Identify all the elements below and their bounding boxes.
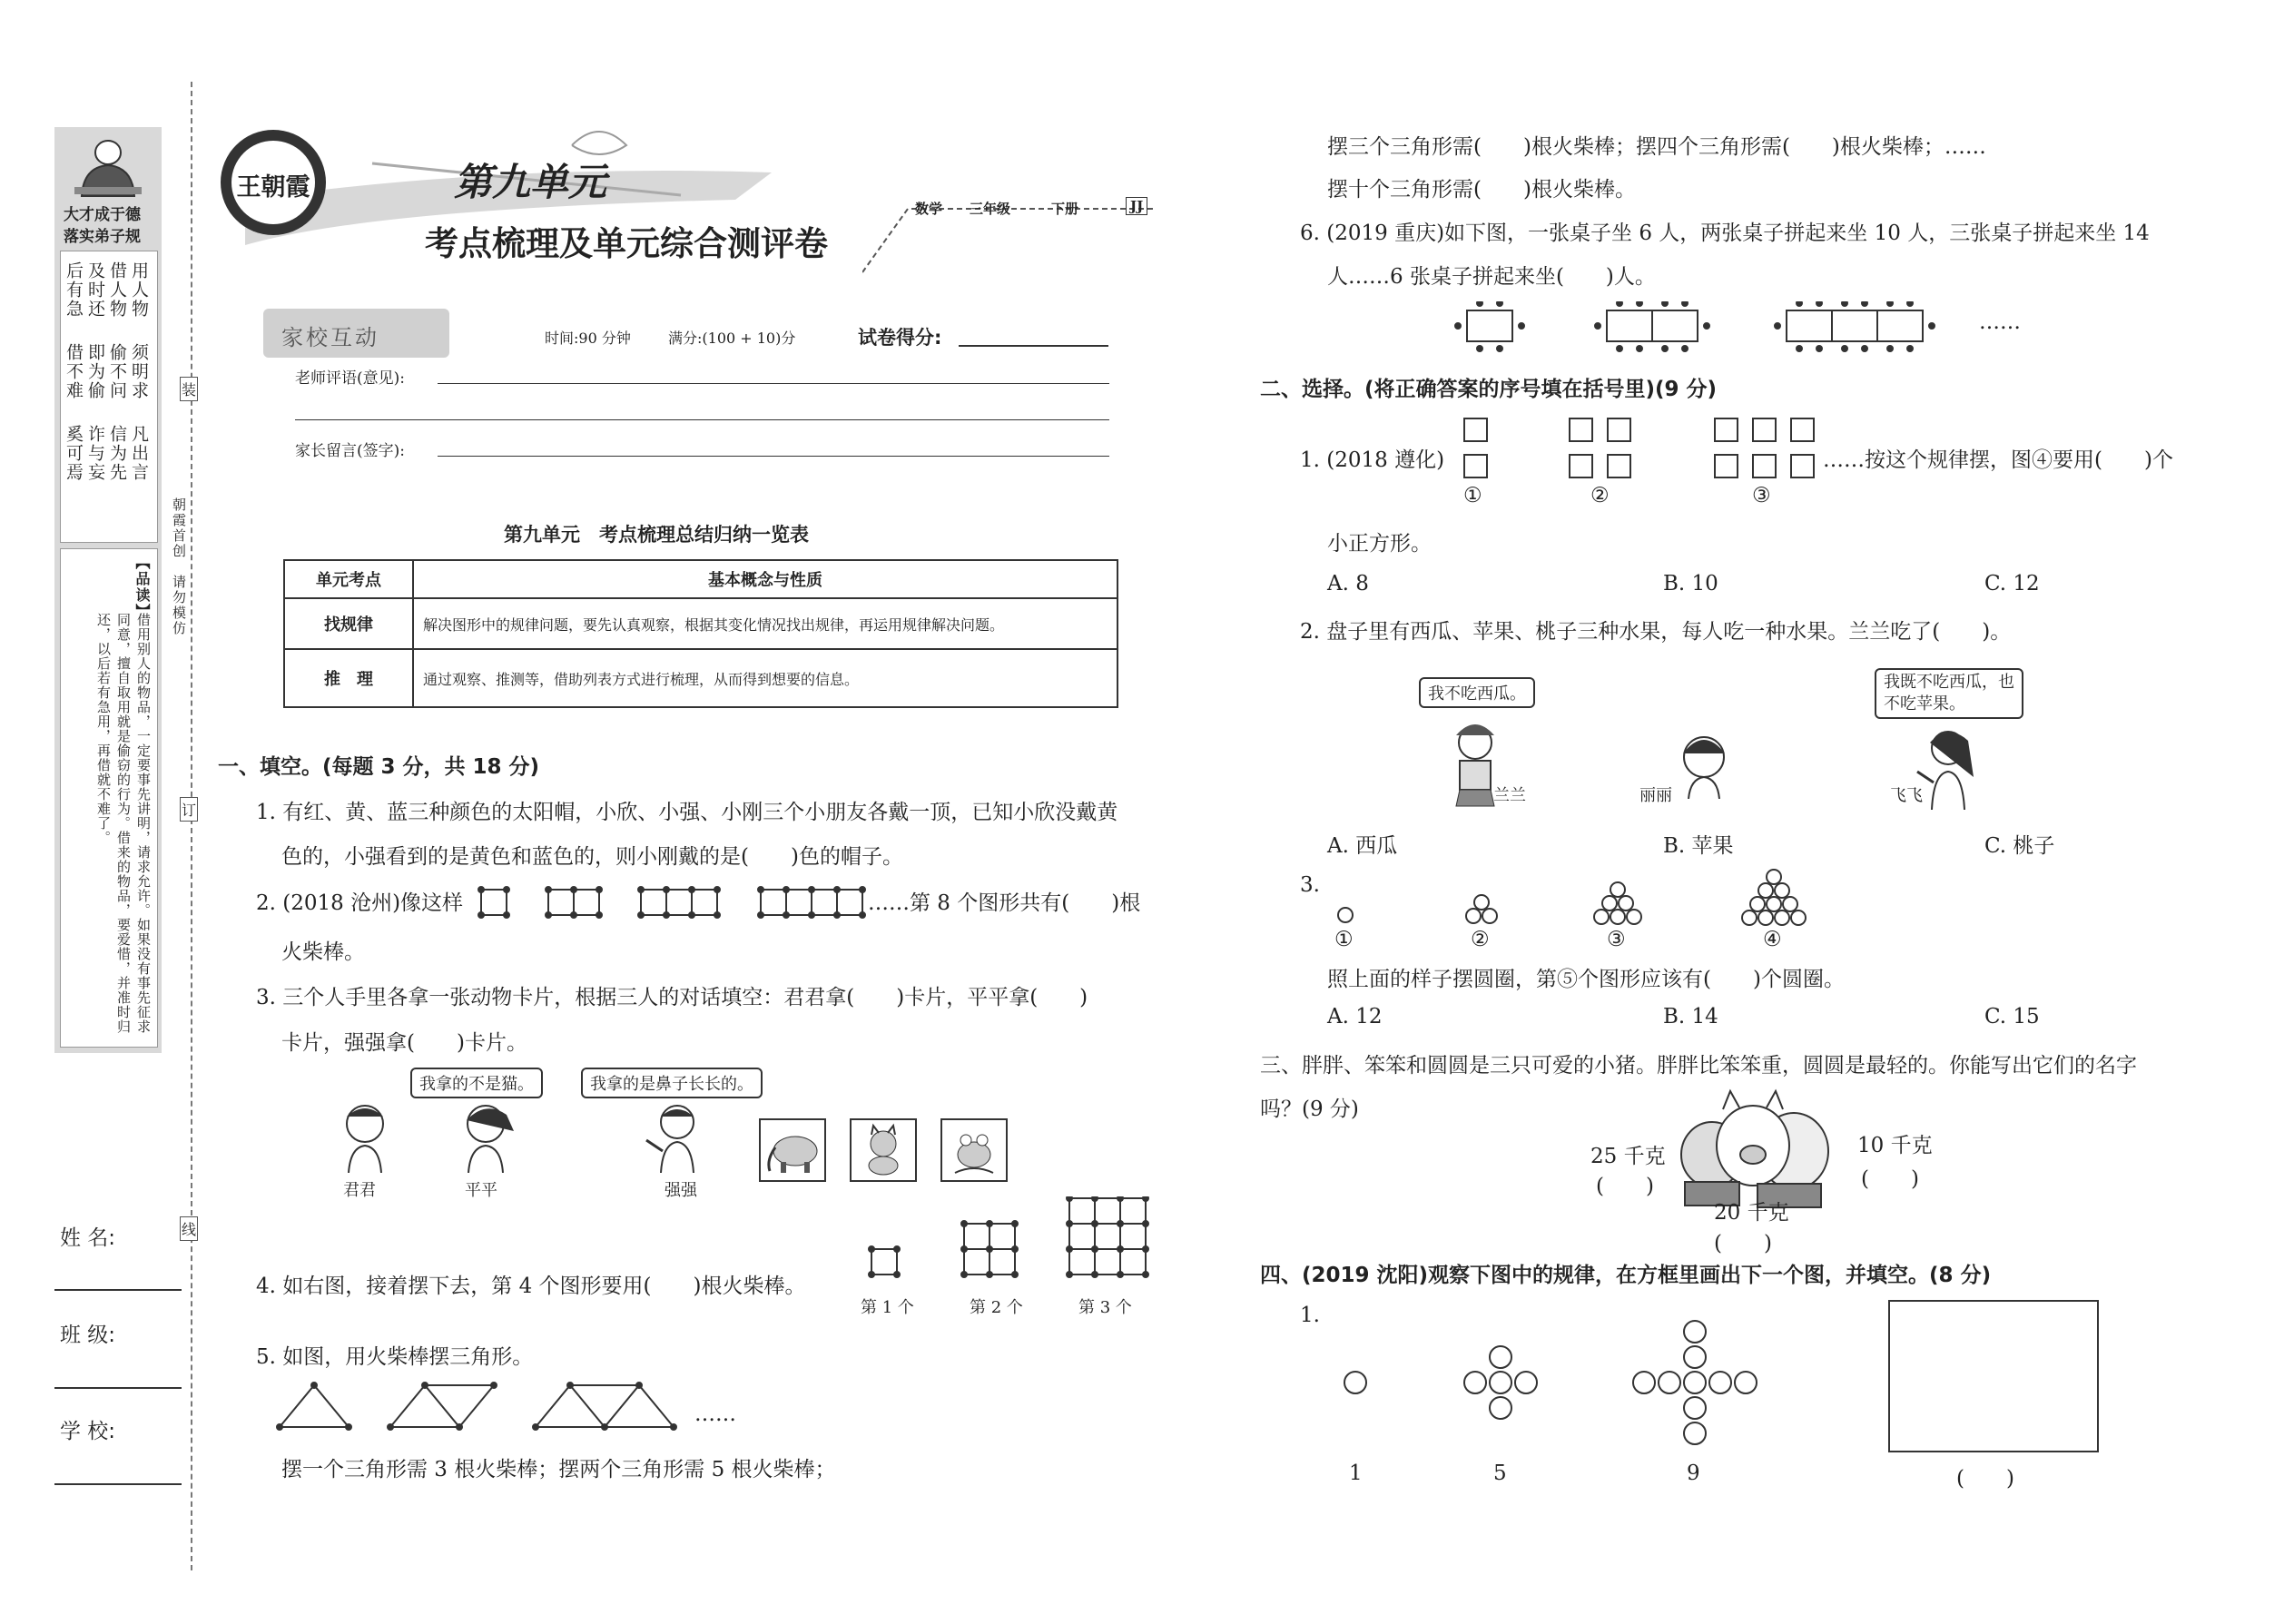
cut-mark-1: 装	[180, 377, 198, 401]
s1-q3-line1: 3. 三个人手里各拿一张动物卡片，根据三人的对话填空：君君拿( )卡片，平平拿( )	[256, 986, 1088, 1009]
tag-edition: JJ	[1126, 197, 1147, 215]
s4-draw-box[interactable]	[1888, 1300, 2099, 1452]
logo-badge	[218, 127, 329, 238]
tag-subject: 数学	[915, 201, 943, 217]
s4-q1-number: 1.	[1300, 1304, 1320, 1327]
s4-num-1: 1	[1349, 1462, 1363, 1485]
s2-q1-label-3: ③	[1752, 484, 1771, 507]
s1-q1-line2: 色的，小强看到的是黄色和蓝色的，则小刚戴的是( )色的帽子。	[281, 845, 903, 869]
s2-q1-fig3-sq4	[1714, 454, 1738, 478]
motto-col-11: 诈与妄	[85, 425, 105, 482]
s4-fig3-b1	[1683, 1396, 1707, 1420]
child-figure-1	[338, 1100, 392, 1173]
s2-q1-line1b: ……按这个规律摆，图④要用( )个	[1823, 448, 2173, 472]
class-label: 班 级:	[60, 1324, 116, 1347]
s4-fig3-b2	[1683, 1422, 1707, 1445]
motto-col-5: 须明求	[129, 343, 149, 400]
frog-card	[940, 1118, 1008, 1182]
motto-col-1: 用人物	[129, 261, 149, 319]
tag-grade: 三年级	[970, 201, 1011, 217]
section1-title: 一、填空。(每题 3 分，共 18 分)	[218, 755, 540, 779]
s1-q5: 5. 如图，用火柴棒摆三角形。	[256, 1345, 534, 1369]
s1-q4-label-2: 第 2 个	[970, 1298, 1023, 1317]
s2-q1-fig1-sq2	[1463, 454, 1488, 478]
s1-q3-bubble1: 我拿的不是猫。	[410, 1068, 543, 1098]
family-school-label: 家校互动	[281, 325, 379, 350]
s2-q1-fig2-sq2	[1607, 418, 1631, 442]
s2-q3-number: 3.	[1300, 873, 1320, 897]
s2-q2-name-3: 飞飞	[1890, 786, 1923, 805]
s2-q1-opt-a[interactable]: A. 8	[1327, 572, 1369, 595]
s2-q1-fig3-sq1	[1714, 418, 1738, 442]
three-pigs-figure	[1667, 1082, 1848, 1209]
s2-q2-opt-a[interactable]: A. 西瓜	[1327, 834, 1398, 858]
s2-q2-bubble2	[1875, 668, 2023, 719]
motto-col-9: 凡出言	[129, 425, 149, 482]
logo-text: 王朝霞	[236, 173, 310, 202]
s2-q2-bubble2-line1: 我既不吃西瓜，也	[1884, 673, 2014, 692]
s2-q3-label-2: ②	[1471, 928, 1490, 951]
sub-title: 考点梳理及单元综合测评卷	[425, 224, 828, 263]
s1-q6-line2: 人……6 张桌子拼起来坐( )人。	[1327, 265, 1656, 289]
motto-col-4: 后有急	[64, 261, 84, 319]
cut-line	[191, 82, 192, 1570]
s2-q1-opt-c[interactable]: C. 12	[1984, 572, 2040, 595]
s2-q1-fig3-sq5	[1752, 454, 1777, 478]
elephant-card	[759, 1118, 826, 1182]
s2-q1-line2: 小正方形。	[1327, 532, 1432, 556]
summary-header-desc: 基本概念与性质	[413, 560, 1117, 598]
s2-q3-label-1: ①	[1334, 928, 1354, 951]
parent-comment-label: 家长留言(签字):	[295, 442, 405, 460]
name-label: 姓 名:	[60, 1226, 116, 1250]
s2-q1-fig3-sq6	[1790, 454, 1815, 478]
motto-col-12: 奚可焉	[64, 425, 84, 482]
s1-q3-name-3: 强强	[665, 1181, 697, 1200]
circle-triangle-figures	[1325, 868, 1834, 933]
s2-q3-opt-b[interactable]: B. 14	[1663, 1005, 1718, 1029]
motto-col-7: 即为偷	[85, 343, 105, 400]
name-field[interactable]	[54, 1289, 182, 1291]
child-figure-2	[454, 1100, 517, 1173]
reading-box	[60, 548, 158, 1048]
parent-comment-field[interactable]	[438, 456, 1109, 457]
s1-q2-line2: 火柴棒。	[281, 940, 365, 964]
pig-weight-20: 20 千克	[1714, 1201, 1789, 1225]
pig-weight-25: 25 千克	[1590, 1145, 1666, 1168]
cut-mark-3: 线	[180, 1216, 198, 1241]
s1-q3-bubble2: 我拿的是鼻子长长的。	[581, 1068, 763, 1098]
s2-q1-fig2-sq1	[1569, 418, 1593, 442]
matchstick-grid-figures	[862, 1196, 1153, 1287]
child-figure-3	[641, 1100, 710, 1173]
s2-q1-fig1-sq1	[1463, 418, 1488, 442]
s2-q2: 2. 盘子里有西瓜、苹果、桃子三种水果，每人吃一种水果。兰兰吃了( )。	[1300, 620, 2012, 644]
summary-row1-topic: 找规律	[284, 598, 413, 649]
full-score-label: 满分:(100 + 10)分	[668, 330, 796, 347]
s2-q3-label-3: ③	[1607, 928, 1626, 951]
motto-top2: 落实弟子规	[64, 228, 141, 246]
s1-q3-name-1: 君君	[343, 1181, 376, 1200]
s4-fig2-c	[1489, 1371, 1512, 1394]
copyright-note: 朝霞首创 请勿模仿	[171, 497, 187, 636]
s2-q1-label-2: ②	[1590, 484, 1610, 507]
s2-q1-label-1: ①	[1463, 484, 1482, 507]
s4-answer-blank[interactable]: ( )	[1956, 1467, 2014, 1491]
s1-q4-label-3: 第 3 个	[1078, 1298, 1132, 1317]
s2-q1-fig2-sq4	[1607, 454, 1631, 478]
pig-blank-1[interactable]: ( )	[1596, 1175, 1654, 1198]
summary-table	[283, 559, 1118, 708]
s2-q1-opt-b[interactable]: B. 10	[1663, 572, 1718, 595]
school-label: 学 校:	[60, 1420, 116, 1443]
teacher-comment-field[interactable]	[438, 383, 1109, 384]
s2-q2-name-2: 丽丽	[1639, 786, 1672, 805]
s2-q2-bubble1: 我不吃西瓜。	[1419, 677, 1535, 708]
s4-fig3-l1	[1658, 1371, 1681, 1394]
s2-q3-label-4: ④	[1763, 928, 1782, 951]
score-field[interactable]	[959, 345, 1108, 347]
s4-fig2-r	[1514, 1371, 1538, 1394]
s4-fig3-r1	[1708, 1371, 1732, 1394]
class-field[interactable]	[54, 1387, 182, 1389]
time-label: 时间:90 分钟	[545, 330, 631, 347]
s4-fig3-t1	[1683, 1345, 1707, 1369]
motto-col-6: 偷不问	[107, 343, 127, 400]
s4-fig1-circle	[1344, 1371, 1367, 1394]
matchstick-triangles	[272, 1380, 699, 1434]
unit-title: 第九单元	[454, 160, 607, 204]
cat-card	[850, 1118, 917, 1182]
s4-fig3-c	[1683, 1371, 1707, 1394]
s1-q5-line-c: 摆十个三角形需( )根火柴棒。	[1327, 178, 1636, 202]
cut-mark-2: 订	[180, 797, 198, 822]
s4-fig2-t	[1489, 1345, 1512, 1369]
summary-title: 第九单元 考点梳理总结归纳一览表	[504, 524, 809, 546]
s2-q2-bubble2-line2: 不吃苹果。	[1884, 694, 1965, 714]
score-label: 试卷得分:	[858, 327, 942, 349]
motto-col-8: 借不难	[64, 343, 84, 400]
s2-q2-opt-c[interactable]: C. 桃子	[1984, 834, 2055, 858]
pig-blank-2[interactable]: ( )	[1861, 1167, 1919, 1191]
s2-q1-fig3-sq2	[1752, 418, 1777, 442]
summary-row1-desc: 解决图形中的规律问题，要先认真观察，根据其变化情况找出规律，再运用规律解决问题。	[413, 598, 1117, 649]
school-field[interactable]	[54, 1483, 182, 1485]
s2-q1-line1: 1. (2018 遵化)	[1300, 448, 1445, 472]
s1-q2-line1: 2. (2018 沧州)像这样	[256, 891, 464, 915]
motto-col-2: 借人物	[107, 261, 127, 319]
section4-title: 四、(2019 沈阳)观察下图中的规律，在方框里画出下一个图，并填空。(8 分)	[1260, 1264, 1992, 1287]
s4-num-9: 9	[1687, 1462, 1700, 1485]
summary-row2-topic: 推 理	[284, 649, 413, 707]
girl-figure-lili	[1672, 726, 1736, 799]
s2-q2-opt-b[interactable]: B. 苹果	[1663, 834, 1734, 858]
matchstick-pattern	[478, 884, 904, 920]
s1-q6-ellipsis: ……	[1979, 310, 2021, 334]
reading-title: 【品读】	[133, 555, 151, 620]
motto-col-3: 及时还	[85, 261, 105, 319]
motto-col-10: 信为先	[107, 425, 127, 482]
s1-q3-line2: 卡片，强强拿( )卡片。	[281, 1031, 527, 1055]
summary-row2-desc: 通过观察、推测等，借助列表方式进行梳理，从而得到想要的信息。	[413, 649, 1117, 707]
reading-text: 借用别人的物品，一定要事先讲明，请求允许。如果没有事先征求同意，擅自取用就是偷窃的行为。借来的物品，要爱惜，并准时归还，以后若有急用，再借就不难了。	[95, 613, 152, 1034]
pig-blank-3[interactable]: ( )	[1714, 1232, 1772, 1255]
s1-q5-line-a: 摆一个三角形需 3 根火柴棒；摆两个三角形需 5 根火柴棒；	[281, 1458, 836, 1481]
s1-q4: 4. 如右图，接着摆下去，第 4 个图形要用( )根火柴棒。	[256, 1275, 806, 1298]
s1-q1-line1: 1. 有红、黄、蓝三种颜色的太阳帽，小欣、小强、小刚三个小朋友各戴一顶，已知小欣没戴黄	[256, 801, 1118, 824]
s2-q1-fig3-sq3	[1790, 418, 1815, 442]
section3-title: 三、胖胖、笨笨和圆圆是三只可爱的小猪。胖胖比笨笨重，圆圆是最轻的。你能写出它们的名字	[1260, 1054, 2137, 1078]
s4-fig3-l2	[1632, 1371, 1656, 1394]
s4-fig3-t2	[1683, 1320, 1707, 1343]
section2-title: 二、选择。(将正确答案的序号填在括号里)(9 分)	[1260, 378, 1718, 401]
summary-header-topic: 单元考点	[284, 560, 413, 598]
section3-title-line2: 吗？(9 分)	[1260, 1097, 1359, 1121]
s4-num-5: 5	[1493, 1462, 1507, 1485]
table-seating-figures	[1452, 301, 1961, 352]
avatar	[65, 134, 151, 198]
family-school-tag	[263, 309, 449, 358]
s1-q6-line1: 6. (2019 重庆)如下图，一张桌子坐 6 人，两张桌子拼起来坐 10 人，三张桌子拼起来坐 14	[1300, 221, 2150, 245]
s1-q5-line-b: 摆三个三角形需( )根火柴棒；摆四个三角形需( )根火柴棒；……	[1327, 135, 1986, 159]
s2-q1-fig2-sq3	[1569, 454, 1593, 478]
s4-fig2-l	[1463, 1371, 1487, 1394]
motto-top: 大才成于德	[64, 206, 141, 224]
pig-weight-10: 10 千克	[1857, 1134, 1933, 1157]
s2-q3-opt-a[interactable]: A. 12	[1327, 1005, 1383, 1029]
s1-q5-ellipsis: ……	[694, 1403, 736, 1426]
s2-q3-opt-c[interactable]: C. 15	[1984, 1005, 2040, 1029]
teacher-comment-line2[interactable]	[295, 419, 1109, 420]
s4-fig3-r2	[1734, 1371, 1757, 1394]
teacher-comment-label: 老师评语(意见):	[295, 369, 405, 388]
s1-q4-label-1: 第 1 个	[861, 1298, 914, 1317]
s4-fig2-b	[1489, 1396, 1512, 1420]
s1-q3-name-2: 平平	[465, 1181, 497, 1200]
s2-q2-name-1: 兰兰	[1493, 786, 1526, 805]
s1-q2-line1b: ……第 8 个图形共有( )根	[868, 891, 1141, 915]
s2-q3-line2: 照上面的样子摆圆圈，第⑤个图形应该有( )个圆圈。	[1327, 968, 1845, 991]
tag-volume: 下册	[1051, 201, 1079, 217]
